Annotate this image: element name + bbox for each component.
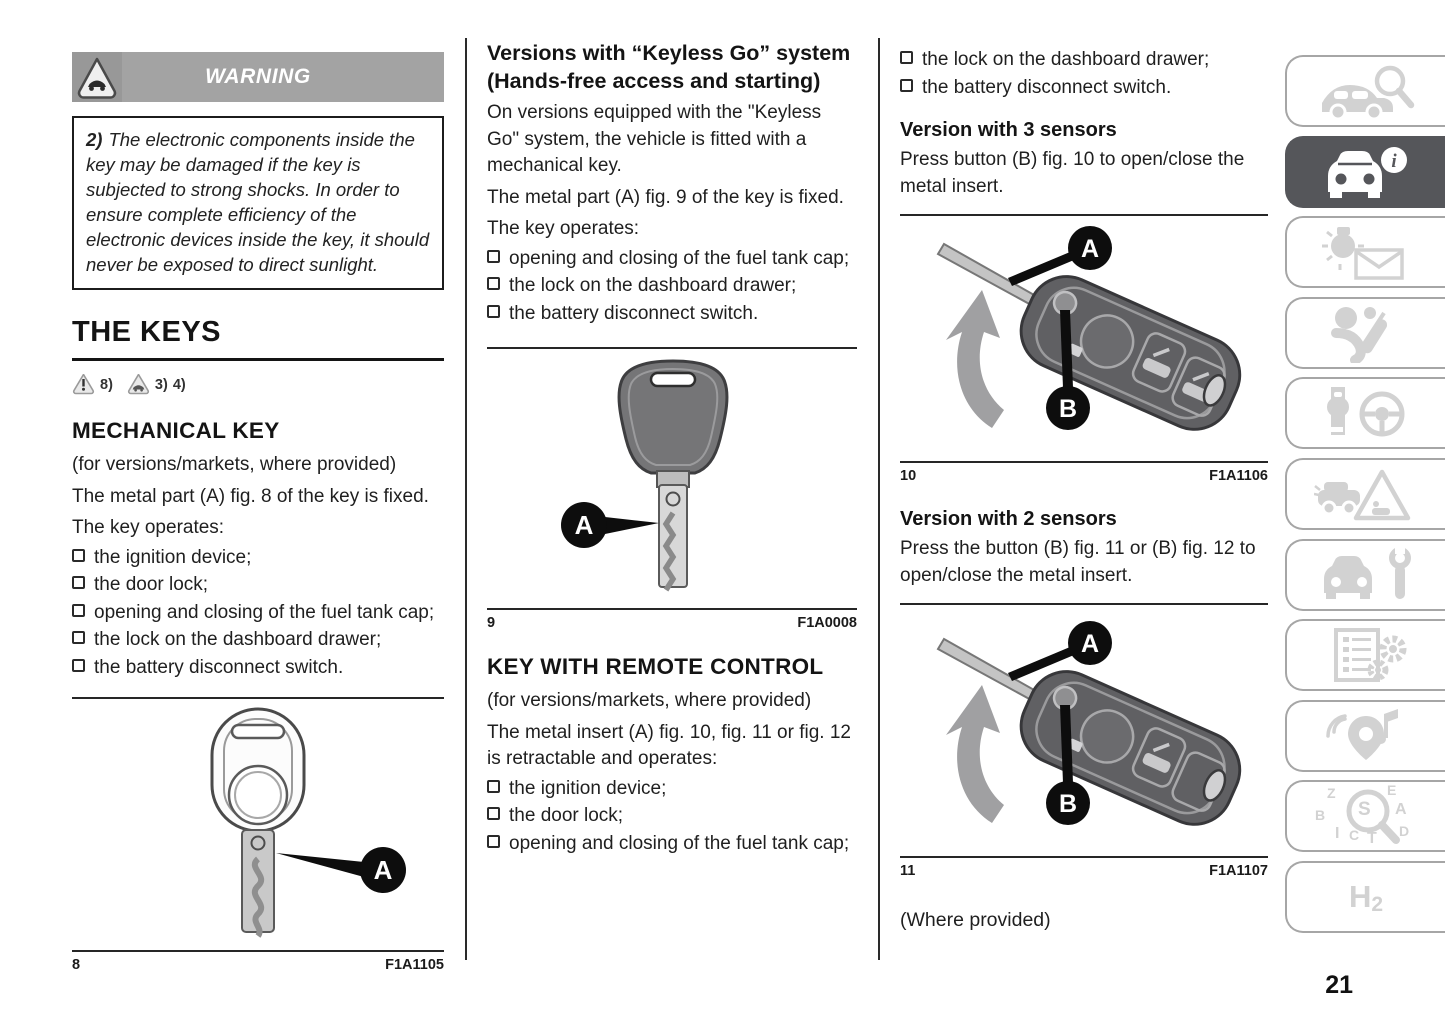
list-item: the door lock;	[487, 802, 857, 830]
warning-ref: 8)	[100, 376, 113, 393]
sidebar-item-servicing-and-care[interactable]	[1285, 539, 1445, 611]
index-letter: B	[1315, 807, 1326, 824]
warning-note-box	[72, 116, 444, 290]
figure-code: F1A0008	[797, 615, 857, 631]
sidebar-item-h2[interactable]	[1285, 861, 1445, 933]
list-item: the battery disconnect switch.	[72, 654, 444, 682]
sidebar-item-in-an-emergency[interactable]	[1285, 458, 1445, 530]
mechanical-key-illustration	[72, 703, 444, 941]
figure-code: F1A1106	[1209, 468, 1268, 484]
index-letter: C	[1349, 827, 1360, 844]
remote-control-bullet-list	[487, 775, 857, 858]
h2-sub: 2	[1371, 893, 1384, 917]
figure-11-image	[900, 605, 1268, 858]
index-letter: I	[1335, 825, 1340, 843]
warning-note-text: The electronic components inside the key may be damaged if the key is subjected to strong shocks. In order to ensure complete efficiency of the electronic devices inside the key, it should never be exposed to direct sunlight.	[86, 129, 430, 275]
index-letter: D	[1399, 823, 1410, 840]
column-2	[487, 40, 857, 857]
key-steering-wheel-icon	[1314, 383, 1418, 443]
badge-a-label: A	[1080, 235, 1100, 263]
list-item: the battery disconnect switch.	[487, 300, 857, 328]
index-letter: Z	[1327, 785, 1336, 802]
figure-number: 10	[900, 468, 917, 484]
list-item: opening and closing of the fuel tank cap;	[487, 830, 857, 858]
mechanical-key-bullet-list	[72, 544, 444, 682]
keyless-go-paragraph: The key operates:	[487, 218, 640, 239]
car-search-icon	[1314, 61, 1418, 121]
list-item: opening and closing of the fuel tank cap;	[72, 599, 444, 627]
column-divider-2	[878, 38, 880, 960]
index-letters-icon	[1313, 782, 1419, 848]
remote-control-paragraph: The metal insert (A) fig. 10, fig. 11 or fig. 12 is retractable and operates:	[487, 721, 851, 769]
sidebar-item-knowing-your-vehicle[interactable]	[1285, 136, 1445, 208]
warning-ref: 4)	[172, 376, 186, 393]
badge-a-label: A	[373, 855, 393, 885]
column-3	[900, 40, 1268, 952]
car-warning-triangle-icon	[1314, 464, 1418, 524]
figure-9-caption	[487, 610, 857, 631]
remote-key-3-sensors-illustration	[900, 220, 1268, 452]
list-item: the lock on the dashboard drawer;	[72, 626, 444, 654]
car-wrench-icon	[1314, 545, 1418, 605]
section-title: THE KEYS	[72, 316, 444, 361]
h2-base: H	[1348, 879, 1372, 915]
warning-note-number: 2)	[86, 129, 103, 150]
sidebar-item-starting-and-driving[interactable]	[1285, 377, 1445, 449]
warning-light-envelope-icon	[1314, 222, 1418, 282]
figure-9	[487, 347, 857, 631]
warning-header-title: WARNING	[205, 65, 311, 88]
airbag-seatbelt-icon	[1314, 303, 1418, 363]
car-triangle-icon	[127, 374, 150, 395]
list-item: the ignition device;	[72, 544, 444, 572]
where-provided-note: (Where provided)	[900, 909, 1051, 931]
list-item: the ignition device;	[487, 775, 857, 803]
sidebar-item-alphabetical-index[interactable]	[1285, 780, 1445, 852]
sidebar-item-multimedia[interactable]	[1285, 700, 1445, 772]
badge-b-label: B	[1058, 790, 1078, 818]
figure-number: 8	[72, 957, 81, 973]
page-number: 21	[1325, 971, 1353, 999]
figure-code: F1A1107	[1209, 863, 1268, 879]
mechanical-key-paragraph: The key operates:	[72, 517, 225, 538]
warning-refs-row	[72, 374, 444, 395]
figure-8	[72, 697, 444, 973]
figure-code: F1A1105	[385, 957, 444, 973]
list-gears-icon	[1314, 625, 1418, 685]
figure-10-caption	[900, 463, 1268, 484]
figure-number: 11	[900, 863, 916, 879]
version-3-sensors-title: Version with 3 sensors	[900, 119, 1117, 141]
badge-a-label: A	[1080, 630, 1100, 658]
figure-10-image	[900, 216, 1268, 463]
multimedia-music-icon	[1314, 706, 1418, 766]
remote-control-title: KEY WITH REMOTE CONTROL	[487, 654, 824, 679]
list-item: the battery disconnect switch.	[900, 74, 1268, 102]
version-3-sensors-text: Press button (B) fig. 10 to open/close the metal insert.	[900, 149, 1245, 197]
remote-control-subtitle: (for versions/markets, where provided)	[487, 690, 812, 711]
mechanical-key-title: MECHANICAL KEY	[72, 418, 280, 443]
magnifier-overlay-icon	[1313, 785, 1419, 847]
figure-number: 9	[487, 615, 496, 631]
keyless-go-bullet-list	[487, 245, 857, 328]
figure-8-image	[72, 699, 444, 952]
list-item: the lock on the dashboard drawer;	[487, 272, 857, 300]
figure-8-caption	[72, 952, 444, 973]
column-divider-1	[465, 38, 467, 960]
list-item: the door lock;	[72, 571, 444, 599]
figure-11-caption	[900, 858, 1268, 879]
sidebar-item-technical-specifications[interactable]	[1285, 619, 1445, 691]
warning-header-bar	[72, 52, 444, 102]
figure-11	[900, 603, 1268, 879]
warning-triangle-car-icon	[72, 52, 122, 102]
warning-ref: 3)	[154, 376, 168, 393]
list-item: opening and closing of the fuel tank cap;	[487, 245, 857, 273]
mechanical-key-subtitle: (for versions/markets, where provided)	[72, 454, 397, 475]
remote-key-2-sensors-illustration	[900, 609, 1268, 847]
column-1	[72, 40, 444, 973]
list-item: the lock on the dashboard drawer;	[900, 46, 1268, 74]
index-letter: S	[1358, 799, 1371, 821]
figure-9-image	[487, 349, 857, 610]
keyless-key-illustration	[487, 353, 857, 599]
version-2-sensors-text: Press the button (B) fig. 11 or (B) fig. 12 to open/close the metal insert.	[900, 538, 1256, 586]
info-glyph: i	[1391, 150, 1397, 172]
index-letter: E	[1387, 782, 1397, 799]
section-tab-sidebar	[1285, 55, 1445, 942]
keyless-go-paragraph: On versions equipped with the "Keyless Go" system, the vehicle is fitted with a mechanical key.	[487, 102, 822, 176]
figure-10	[900, 214, 1268, 484]
h2-icon	[1348, 879, 1384, 917]
car-info-icon	[1314, 142, 1418, 202]
badge-b-label: B	[1058, 395, 1078, 423]
sidebar-item-warning-lights-messages[interactable]	[1285, 216, 1445, 288]
version-2-sensors-title: Version with 2 sensors	[900, 508, 1117, 530]
sidebar-item-safety[interactable]	[1285, 297, 1445, 369]
badge-a-label: A	[574, 510, 594, 540]
keyless-go-title: Versions with “Keyless Go” system (Hands-free access and starting)	[487, 41, 851, 93]
mechanical-key-paragraph: The metal part (A) fig. 8 of the key is fixed.	[72, 485, 429, 507]
exclamation-triangle-icon	[72, 374, 95, 395]
keyless-go-paragraph: The metal part (A) fig. 9 of the key is fixed.	[487, 186, 844, 208]
sidebar-item-getting-to-know[interactable]	[1285, 55, 1445, 127]
index-letter: T	[1367, 830, 1377, 848]
remote-control-bullet-list-cont	[900, 46, 1268, 101]
index-letter: A	[1395, 801, 1407, 819]
